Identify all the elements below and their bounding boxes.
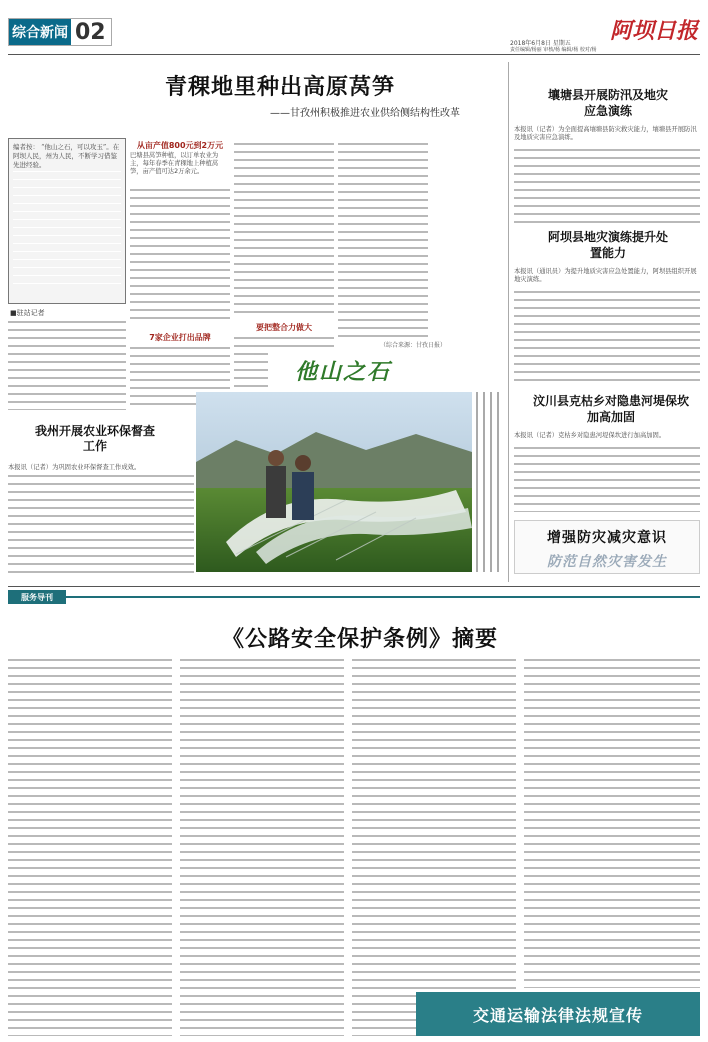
section-badge <box>8 18 112 46</box>
side-news-3-title: 汶川县克枯乡对隐患河堤保坎加高加固 <box>532 394 689 424</box>
lead-col-1 <box>8 318 126 410</box>
lead-subtitle: ——甘孜州积极推进农业供给侧结构性改革 <box>270 108 460 119</box>
field-photo <box>196 392 472 572</box>
masthead <box>0 0 708 54</box>
photo-caption <box>474 392 504 572</box>
subhead-3: 要把整合力做大 <box>256 323 312 332</box>
service-footer-box <box>416 992 700 1036</box>
service-title: 《公路安全保护条例》摘要 <box>221 627 498 652</box>
service-col-4 <box>524 656 700 988</box>
mid-news-text <box>8 472 194 576</box>
staff-line: 责任编辑/杨丽 审核/杨 编辑/杨 校对/杨 <box>510 47 597 53</box>
subhead-1: 从亩产值800元到2万元 <box>136 141 224 150</box>
lead-col-2 <box>130 186 230 324</box>
source-note: （综合来源：甘孜日报） <box>380 342 447 349</box>
photo-stamp <box>268 352 418 388</box>
editor-note: 编者按： “他山之石，可以攻玉”。在阿坝人民，州为人民，不断学习借鉴先进经验。 <box>13 143 120 169</box>
field-photo-art <box>196 392 472 572</box>
mid-news-body: 本报讯（记者）为巩固农业环保督查工作成效。 <box>8 464 141 471</box>
side-news-3-text <box>514 444 700 512</box>
service-col-1 <box>8 656 172 1036</box>
date-line: 2018年6月8日 星期五 <box>510 40 571 47</box>
editor-note-filler <box>13 171 121 291</box>
subhead-2: 7家企业打出品牌 <box>149 333 211 342</box>
service-label: 服务导刊 <box>8 590 66 604</box>
side-news-2-body: 本报讯（通讯员）为提升地质灾害应急处置能力，阿坝县组织开展地灾演练。 <box>514 268 697 284</box>
side-news-2-title: 阿坝县地灾演练提升处置能力 <box>548 230 669 260</box>
photo-stamp-text: 他山之石 <box>294 358 391 385</box>
byline: ■驻站记者 <box>10 309 45 317</box>
lead-col-4 <box>338 140 428 340</box>
side-news-2-text <box>514 288 700 384</box>
side-news-1-text <box>514 146 700 224</box>
banner-line-1: 增强防灾减灾意识 <box>547 530 667 546</box>
editor-note-box <box>8 138 126 304</box>
service-col-3 <box>352 656 516 1036</box>
page-number: 02 <box>75 19 106 45</box>
side-news-3-body: 本报讯（记者）克枯乡对隐患河堤保坎进行加高加固。 <box>514 432 666 439</box>
lead-title: 青稞地里种出高原莴笋 <box>164 75 395 100</box>
section-name: 综合新闻 <box>9 19 71 45</box>
service-stripe <box>66 596 700 598</box>
sidebar-divider <box>508 62 509 582</box>
banner-line-2: 防范自然灾害发生 <box>547 554 667 570</box>
lead-body-para: 巴塘县莴笋种植，以订单农业为主，每年春季在青稞地上种植莴笋，亩产值可达2万余元。 <box>130 152 219 176</box>
side-news-1-body: 本报讯（记者）为全面提高壤塘县防灾救灾能力，壤塘县开展防汛及地质灾害应急演练。 <box>514 126 697 142</box>
lead-col-3 <box>234 140 334 316</box>
side-news-1-title: 壤塘县开展防汛及地灾应急演练 <box>548 88 669 118</box>
mid-news-title: 我州开展农业环保督查工作 <box>34 424 155 453</box>
service-footer-title: 交通运输法律法规宣传 <box>472 1005 643 1025</box>
paper-logo: 阿坝日报 <box>609 18 698 44</box>
banner-box <box>514 520 700 574</box>
service-col-2 <box>180 656 344 1036</box>
